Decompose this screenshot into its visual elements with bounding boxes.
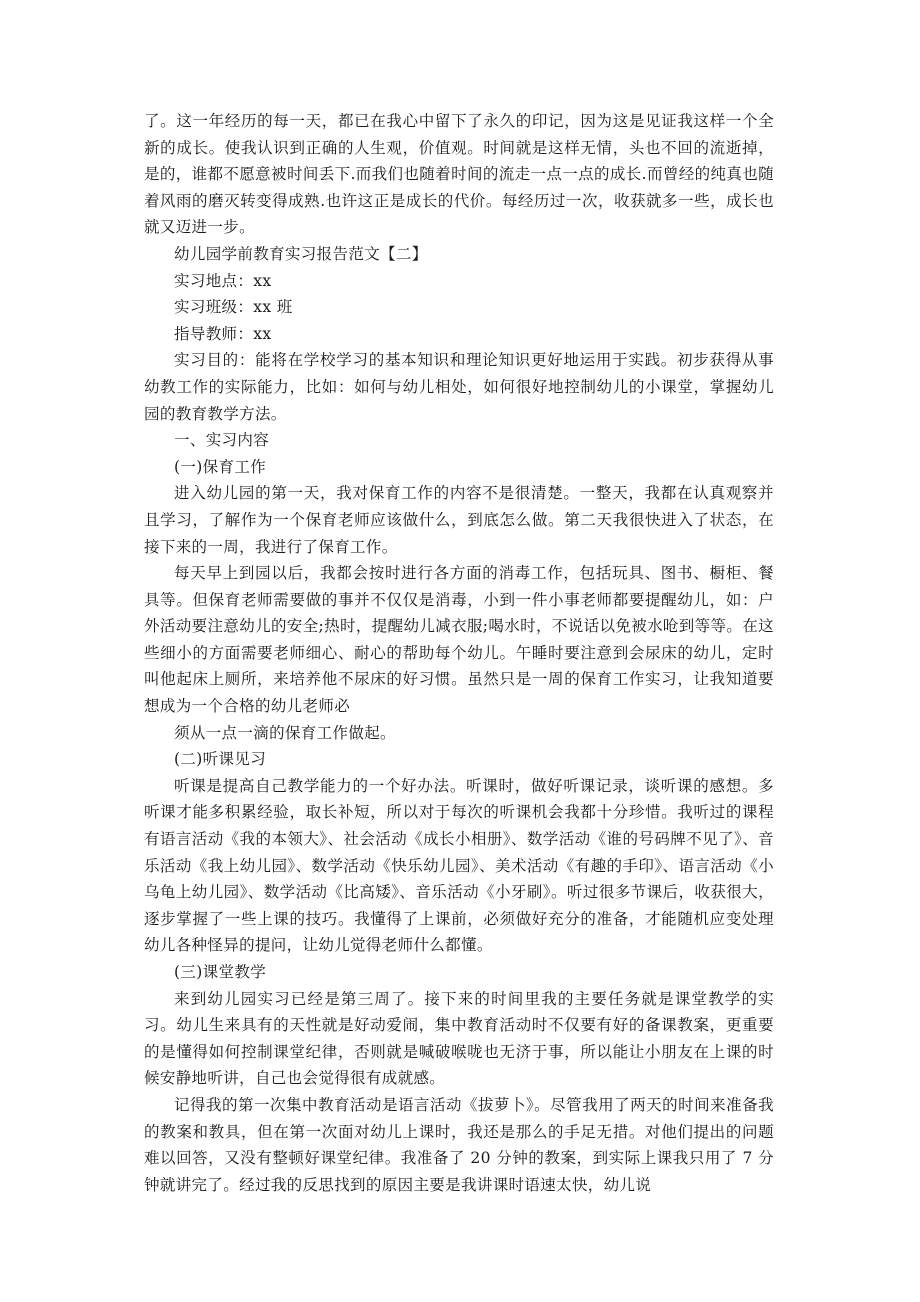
paragraph-care-2: 每天早上到园以后，我都会按时进行各方面的消毒工作，包括玩具、图书、橱柜、餐具等。但保育老师需要做的事并不仅仅是消毒，小到一件小事老师都要提醒幼儿，如：户外活动要注意幼儿的安全;热时，提醒幼儿减衣服;喝水时，不说话以免被水呛到等等。在这些细小的方面需要老师细心、耐心的帮助每个幼儿。午睡时要注意到会尿床的幼儿，定时叫他起床上厕所，来培养他不尿床的好习惯。虽然只是一周的保育工作实习，让我知道要想成为一个合格的幼儿老师必 bbox=[144, 564, 774, 716]
paragraph-observation: 听课是提高自己教学能力的一个好办法。听课时，做好听课记录，谈听课的感想。多听课才能多积累经验，取长补短，所以对于每次的听课机会我都十分珍惜。我听过的课程有语言活动《我的本领大》、社会活动《成长小相册》、数学活动《谁的号码牌不见了》、音乐活动《我上幼儿园》、数学活动《快乐幼儿园》、美术活动《有趣的手印》、语言活动《小乌龟上幼儿园》、数学活动《比高矮》、音乐活动《小牙刷》。听过很多节课后，收获很大，逐步掌握了一些上课的技巧。我懂得了上课前，必须做好充分的准备，才能随机应变处理幼儿各种怪异的提问，让幼儿觉得老师什么都懂。 bbox=[144, 776, 774, 955]
supervising-teacher: 指导教师：xx bbox=[174, 324, 272, 343]
subsection-heading-teaching: (三)课堂教学 bbox=[174, 963, 267, 981]
internship-location: 实习地点：xx bbox=[174, 271, 272, 290]
paragraph-care-3: 须从一点一滴的保育工作做起。 bbox=[174, 723, 396, 742]
internship-purpose: 实习目的：能将在学校学习的基本知识和理论知识更好地运用于实践。初步获得从事幼教工作的实际能力，比如：如何与幼儿相处，如何很好地控制幼儿的小课堂，掌握幼儿园的教育教学方法。 bbox=[144, 351, 774, 423]
subsection-heading-care: (一)保育工作 bbox=[174, 457, 267, 476]
internship-class: 实习班级：xx 班 bbox=[174, 298, 293, 317]
report-title: 幼儿园学前教育实习报告范文【二】 bbox=[174, 244, 428, 263]
paragraph-care-1: 进入幼儿园的第一天，我对保育工作的内容不是很清楚。一整天，我都在认真观察并且学习，了解作为一个保育老师应该做什么，到底怎么做。第二天我很快进入了状态，在接下来的一周，我进行了保育工作。 bbox=[144, 484, 774, 556]
section-heading-content: 一、实习内容 bbox=[174, 431, 270, 450]
subsection-heading-observation: (二)听课见习 bbox=[174, 750, 267, 769]
paragraph-teaching-2: 记得我的第一次集中教育活动是语言活动《拔萝卜》。尽管我用了两天的时间来准备我的教案和教具，但在第一次面对幼儿上课时，我还是那么的手足无措。对他们提出的问题难以回答，又没有整顿好课堂纪律。我准备了 20 分钟的教案，到实际上课我只用了 7 分钟就讲完了。经过我的反思找到的原因主要是我讲课时语速太快，幼儿说 bbox=[144, 1095, 774, 1194]
paragraph-1: 了。这一年经历的每一天，都已在我心中留下了永久的印记，因为这是见证我这样一个全新的成长。使我认识到正确的人生观，价值观。时间就是这样无情，头也不回的流逝掉，是的，谁都不愿意被时间丢下.而我们也随着时间的流走一点一点的成长.而曾经的纯真也随着风雨的磨灭转变得成熟.也许这正是成长的代价。每经历过一次，收获就多一些，成长也就又迈进一步。 bbox=[144, 112, 774, 237]
paragraph-teaching-1: 来到幼儿园实习已经是第三周了。接下来的时间里我的主要任务就是课堂教学的实习。幼儿生来具有的天性就是好动爱闹，集中教育活动时不仅要有好的备课教案，更重要的是懂得如何控制课堂纪律，否则就是喊破喉咙也无济于事，所以能让小朋友在上课的时候安静地听讲，自己也会觉得很有成就感。 bbox=[144, 989, 774, 1088]
document-page bbox=[144, 108, 774, 1198]
